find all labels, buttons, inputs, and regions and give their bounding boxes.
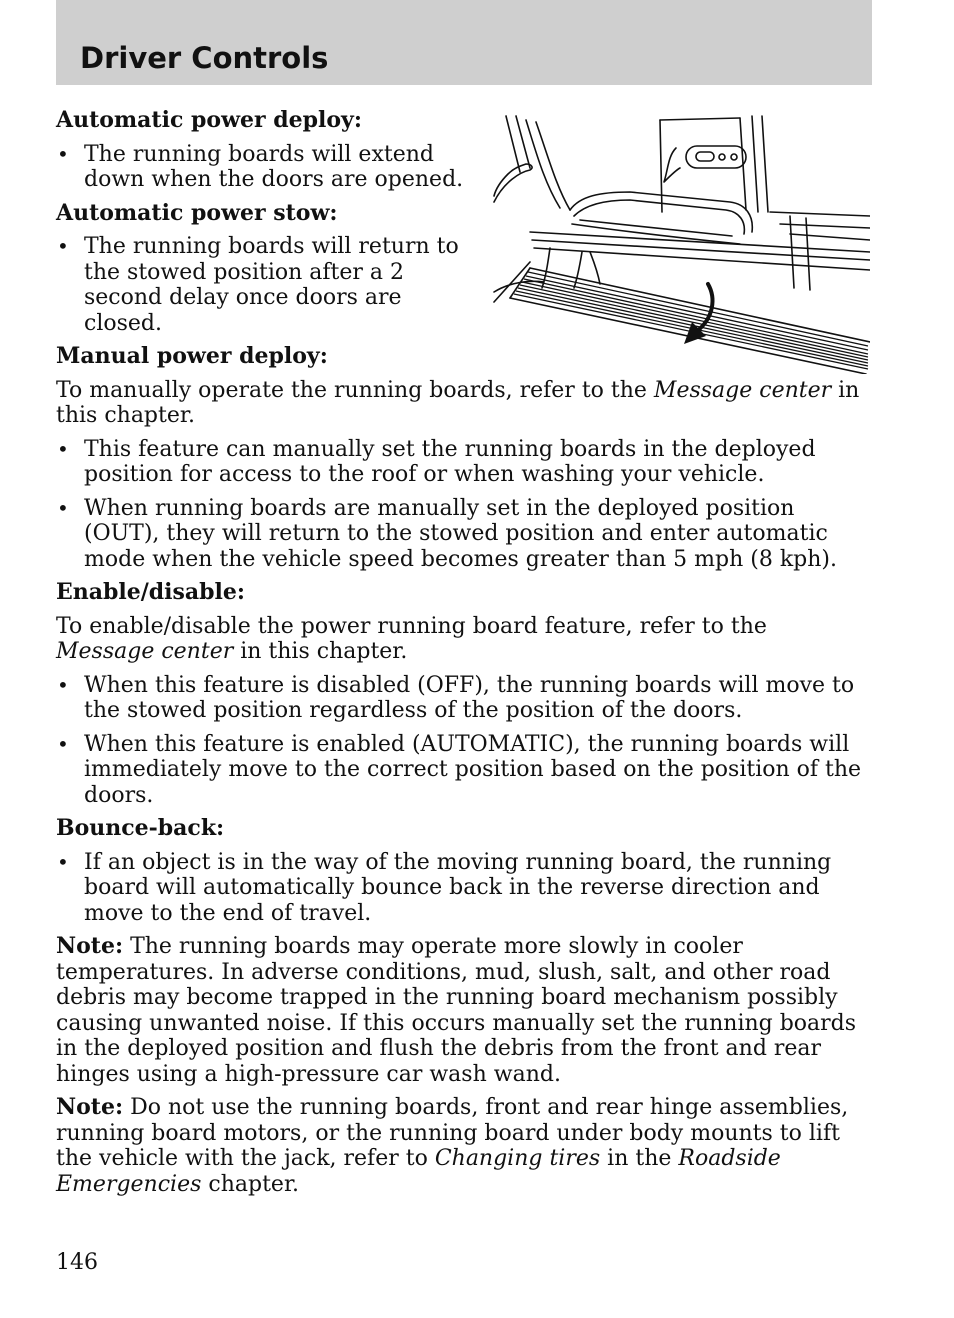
enable-disable-intro: [56, 614, 862, 665]
enable-disable-heading: Enable/disable:: [56, 579, 246, 605]
note-text: chapter.: [201, 1171, 300, 1197]
intro-text: in this chapter.: [233, 639, 408, 664]
list-item: • When this feature is disabled (OFF), the running boards will move to the stowed position regardless of the position of the doors.: [56, 673, 862, 724]
manual-deploy-intro: [56, 378, 862, 429]
list-item: • If an object is in the way of the moving running board, the running board will automatically bounce back in the reverse direction and move to the end of travel.: [56, 850, 862, 927]
page-header: [56, 0, 872, 85]
page-content: [56, 108, 862, 1205]
note-label: Note:: [56, 933, 124, 959]
list-item: • When this feature is enabled (AUTOMATIC), the running boards will immediately move to the correct position based on the position of the doors.: [56, 732, 862, 809]
auto-stow-list: [56, 234, 466, 336]
auto-stow-heading: Automatic power stow:: [56, 199, 338, 226]
note-text: Do not use the running boards, front and rear hinge assemblies, running board motors, or the running board under body mounts to lift the vehicle with the jack, refer to: [56, 1095, 849, 1171]
page-title: Driver Controls: [80, 41, 329, 75]
note-label: Note:: [56, 1094, 124, 1120]
message-center-reference: Message center: [56, 639, 234, 664]
changing-tires-reference: Changing tires: [434, 1146, 601, 1171]
intro-text: in this chapter.: [56, 377, 860, 428]
bounce-back-heading: Bounce-back:: [56, 815, 225, 841]
note-paragraph: [56, 1095, 862, 1197]
note-text: in the: [600, 1146, 679, 1171]
intro-text: To enable/disable the power running board feature, refer to the: [56, 613, 767, 639]
intro-text: To manually operate the running boards, refer to the: [56, 377, 654, 403]
note-text: The running boards may operate more slowly in cooler temperatures. In adverse conditions, mud, slush, salt, and other road debris may become trapped in the running board mechanism possibly causing unwanted noise. If this occurs manually set the running boards in the deployed position and flush the debris from the front and rear hinges using a high-pressure car wash wand.: [56, 934, 857, 1087]
auto-deploy-list: [56, 142, 466, 193]
manual-deploy-list: [56, 437, 862, 573]
list-item: • When running boards are manually set in the deployed position (OUT), they will return to the stowed position and enter automatic mode when the vehicle speed becomes greater than 5 mph (8 kph).: [56, 496, 862, 573]
page-number: 146: [56, 1250, 98, 1275]
list-item: • The running boards will return to the stowed position after a 2 second delay once doors are closed.: [56, 234, 466, 336]
list-item: • The running boards will extend down when the doors are opened.: [56, 142, 466, 193]
auto-deploy-heading: Automatic power deploy:: [56, 107, 362, 133]
list-item: • This feature can manually set the running boards in the deployed position for access to the roof or when washing your vehicle.: [56, 437, 862, 488]
roadside-emergencies-reference: Roadside Emergencies: [56, 1146, 781, 1197]
enable-disable-list: [56, 673, 862, 809]
note-paragraph: [56, 934, 862, 1087]
message-center-reference: Message center: [653, 377, 832, 403]
bounce-back-list: [56, 850, 862, 927]
manual-deploy-heading: Manual power deploy:: [56, 343, 328, 369]
